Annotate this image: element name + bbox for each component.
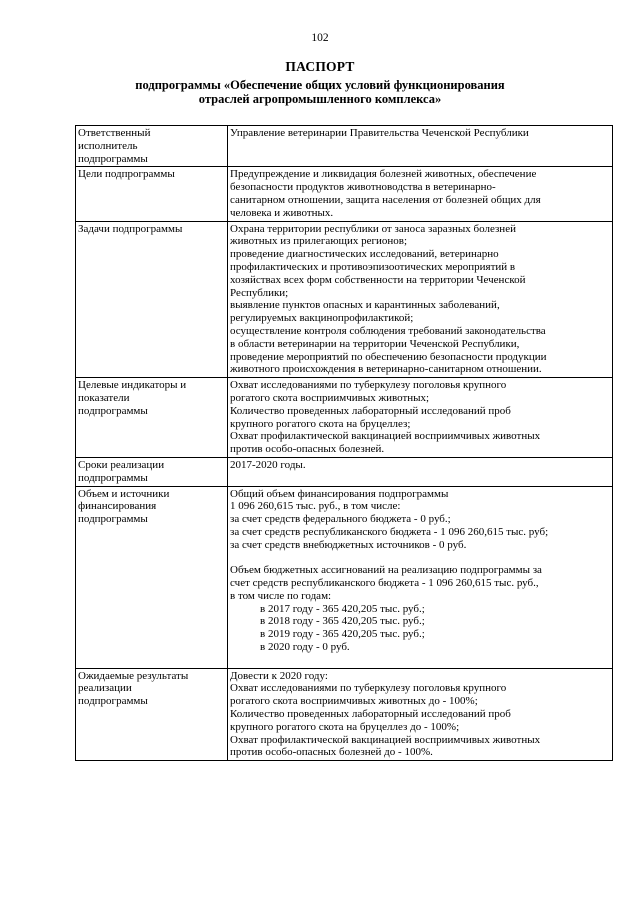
label-line: показатели [78,391,130,404]
label-line: финансирования [78,500,157,513]
row-content [228,457,613,486]
content-line: 1 096 260,615 тыс. руб., в том числе: [230,500,401,513]
label-line: Задачи подпрограммы [78,222,183,235]
content-line: профилактических и противоэпизоотических мероприятий в [230,260,516,273]
content-line: животного происхождения в ветеринарно-санитарном отношении. [230,363,542,376]
row-label [76,457,228,486]
content-line: Предупреждение и ликвидация болезней животных, обеспечение [230,168,537,181]
row-content [228,126,613,167]
content-line: Количество проведенных лабораторный исследований проб [230,708,511,721]
content-line: Охват исследованиями по туберкулезу поголовья крупного [230,682,507,695]
content-line: против особо-опасных болезней. [230,443,385,456]
content-line: регулируемых вакцинопрофилактикой; [230,312,414,325]
content-line: хозяйствах всех форм собственности на территории Чеченской [230,273,526,286]
content-line: крупного рогатого скота на бруцеллез; [230,417,411,430]
row-tasks [76,221,613,378]
year-allocation: в 2017 году - 365 420,205 тыс. руб.; [260,602,425,615]
passport-table [75,125,613,761]
label-line: Целевые индикаторы и [78,379,187,392]
row-content [228,668,613,761]
label-line: Объем и источники [78,487,170,500]
content-line: Управление ветеринарии Правительства Чеченской Республики [230,127,529,139]
label-line: исполнитель [78,139,138,152]
label-line: Ожидаемые результаты [78,669,189,682]
row-label [76,221,228,378]
content-line: за счет средств республиканского бюджета - 1 096 260,615 тыс. руб; [230,525,549,538]
content-line: за счет средств федерального бюджета - 0 руб.; [230,513,451,526]
row-content [228,221,613,378]
content-line: проведение диагностических исследований, ветеринарно [230,248,499,261]
year-allocation: в 2019 году - 365 420,205 тыс. руб.; [260,628,425,641]
document-subtitle [60,78,580,106]
row-label [76,167,228,221]
row-label [76,668,228,761]
row-content [228,486,613,668]
row-content [228,167,613,221]
label-line: подпрограммы [78,513,148,526]
content-line: Республики; [230,286,289,299]
content-line: рогатого скота восприимчивых животных до - 100%; [230,695,478,708]
content-line: Общий объем финансирования подпрограммы [230,487,449,500]
content-line: счет средств республиканского бюджета - 1 096 260,615 тыс. руб., [230,577,539,590]
row-label [76,378,228,458]
content-line: Охват профилактической вакцинацией восприимчивых животных [230,430,541,443]
row-target-indicators [76,378,613,458]
label-line: подпрограммы [78,471,148,484]
content-line: в области ветеринарии на территории Чеченской Республики, [230,337,520,350]
content-line: человека и животных. [230,206,334,219]
content-line: против особо-опасных болезней до - 100%. [230,746,433,759]
content-line: выявление пунктов опасных и карантинных заболеваний, [230,299,500,312]
label-line: Ответственный [78,127,151,139]
content-line: за счет средств внебюджетных источников - 0 руб. [230,538,467,551]
document-title: ПАСПОРТ [285,59,355,74]
content-line: 2017-2020 годы. [230,458,306,471]
row-label [76,126,228,167]
label-line: подпрограммы [78,404,148,417]
content-line: проведение мероприятий по обеспечению безопасности продукции [230,350,547,363]
content-line: санитарном отношении, защита населения от болезней общих для [230,193,541,206]
content-line: Охват исследованиями по туберкулезу поголовья крупного [230,379,507,392]
subtitle-line: подпрограммы «Обеспечение общих условий функционирования [135,78,505,92]
label-line: подпрограммы [78,695,148,708]
content-line: Охрана территории республики от заноса заразных болезней [230,222,516,235]
row-expected-results [76,668,613,761]
row-label [76,486,228,668]
row-responsible-executor [76,126,613,167]
paragraph-gap [230,654,609,667]
year-allocation: в 2020 году - 0 руб. [260,641,350,654]
content-line: в том числе по годам: [230,589,332,602]
label-line: Сроки реализации [78,458,165,471]
content-line: крупного рогатого скота на бруцеллез до - 100%; [230,720,460,733]
row-financing [76,486,613,668]
page-number: 102 [311,32,329,44]
content-line: осуществление контроля соблюдения требований законодательства [230,324,546,337]
content-line: рогатого скота восприимчивых животных; [230,391,430,404]
year-allocation: в 2018 году - 365 420,205 тыс. руб.; [260,615,425,628]
row-content [228,378,613,458]
content-line: Охват профилактической вакцинацией восприимчивых животных [230,733,541,746]
paragraph-gap [230,552,609,565]
row-implementation-period [76,457,613,486]
content-line: Объем бюджетных ассигнований на реализацию подпрограммы за [230,564,542,577]
label-line: подпрограммы [78,152,148,165]
content-line: Довести к 2020 году: [230,669,328,682]
content-line: животных из прилегающих регионов; [230,235,408,248]
content-line: безопасности продуктов животноводства в ветеринарно- [230,181,496,194]
row-goals [76,167,613,221]
label-line: реализации [78,682,132,695]
content-line: Количество проведенных лабораторный исследований проб [230,404,511,417]
subtitle-line: отраслей агропромышленного комплекса» [198,92,442,106]
label-line: Цели подпрограммы [78,168,175,181]
